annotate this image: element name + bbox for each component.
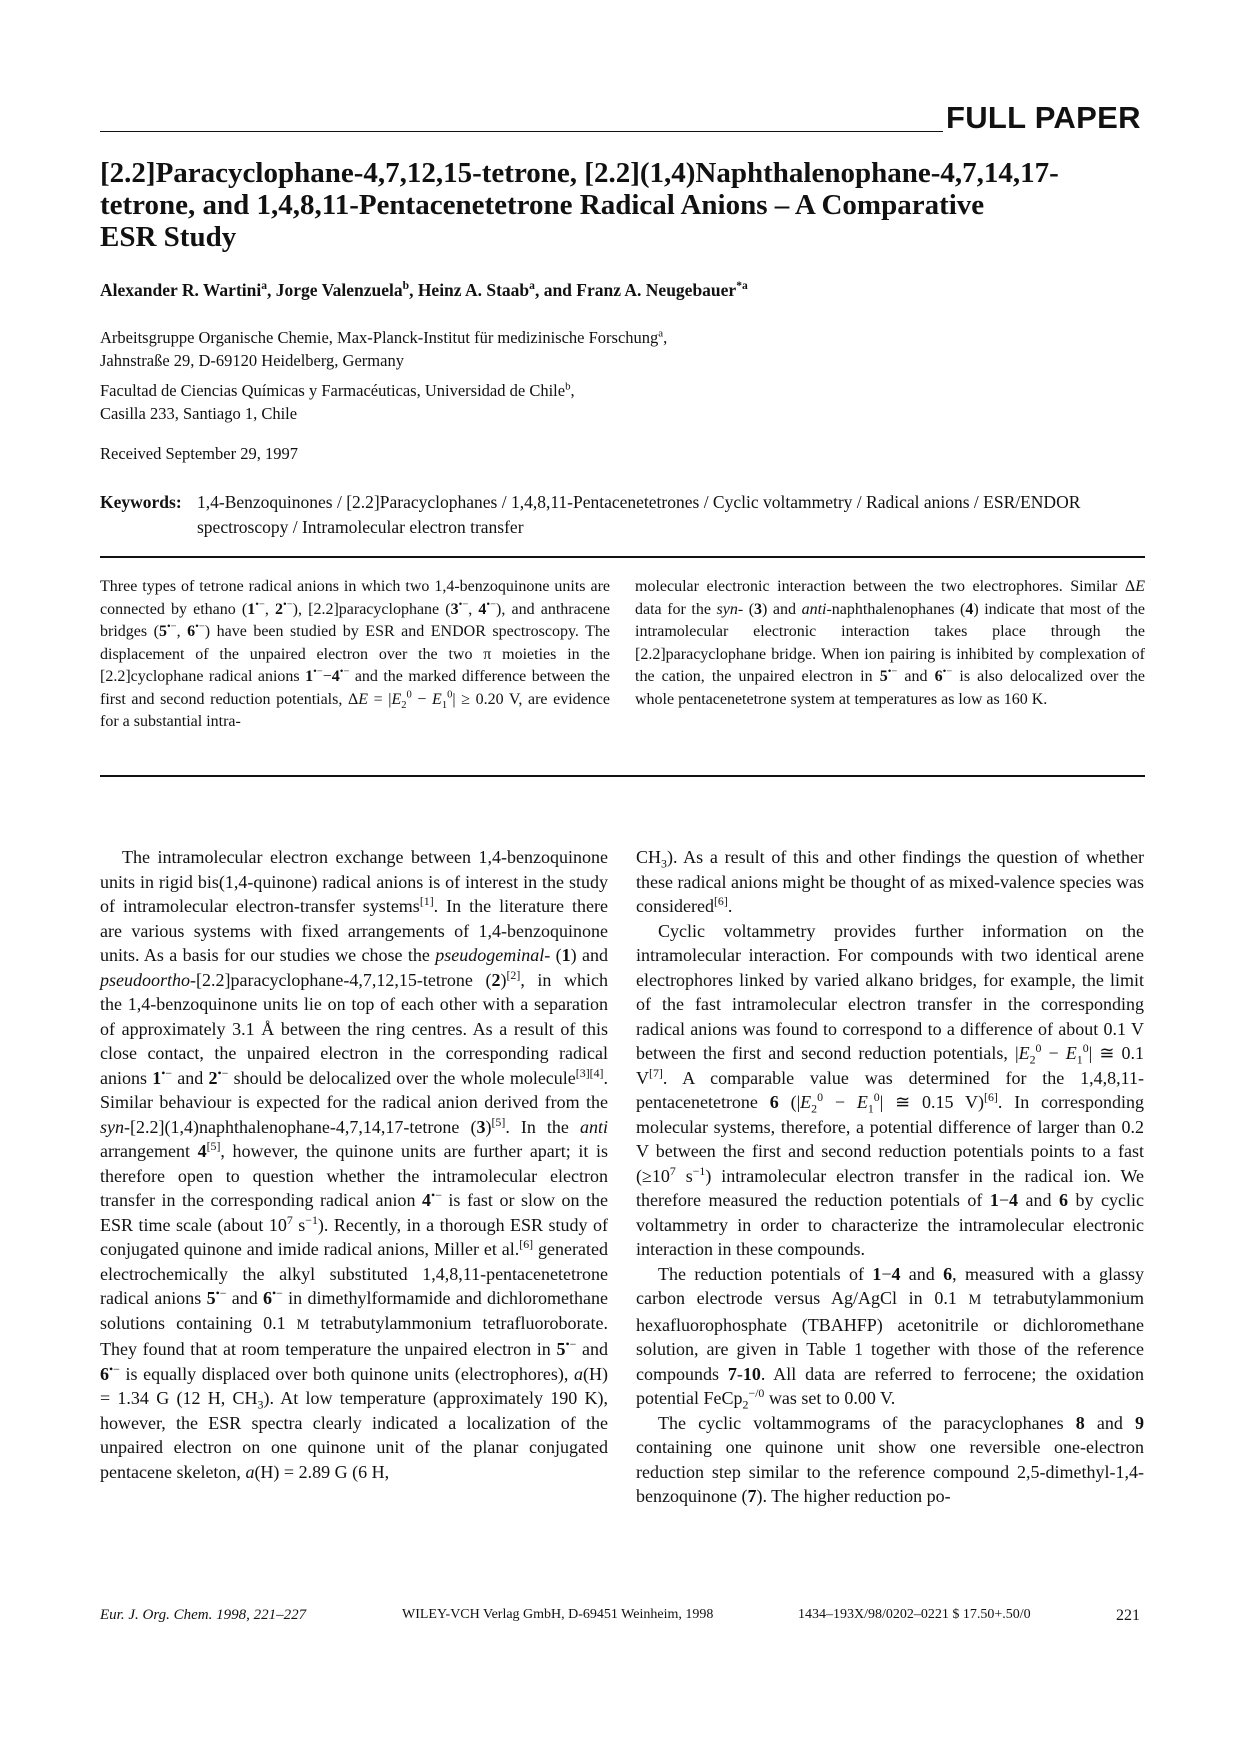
abstract-rule-top: [100, 556, 1145, 558]
abstract-left: Three types of tetrone radical anions in which two 1,4-benzoquinone units are connected by ethano (1•−, 2•−), [2.2]paracyclophane (3•−, 4•−), and anthracene bridges (5•−, 6•−) have been studied by ESR and ENDOR spectroscopy. The displacement of the unpaired electron over the two π moieties in the [2.2]cyclophane radical anions 1•−−4•− and the marked difference between the first and second reduction potentials, $\Delta E = |E_2^0 - E_1^0| \ge 0.20$ V, are evidence for a substantial intra-: [100, 578, 611, 730]
paragraph: The reduction potentials of 1−4 and 6, measured with a glassy carbon electrode versus Ag/AgCl in 0.1 M tetrabutylammonium hexafluorophosphate (TBAHFP) acetonitrile or dichloromethane solution, are given in Table 1 together with those of the reference compounds 7-10. All data are referred to ferrocene; the oxidation potential FeCp$_2^{-/0}$ was set to 0.00 V.: [636, 1263, 1145, 1412]
page-number: 221: [1116, 1607, 1140, 1624]
author: Heinz A. Staab: [417, 280, 530, 300]
author-list: Alexander R. Wartini$^a$, Jorge Valenzuela$^b$, Heinz A. Staab$^a$, and Franz A. Neugebauer$^{*a}$: [100, 280, 748, 300]
article-title: [100, 157, 1140, 253]
keywords-label: Keywords:: [100, 492, 182, 512]
abstract-right: molecular electronic interaction between the two electrophores. Similar ΔE data for the syn- (3) and anti-naphthalenophanes (4) indicate that most of the intramolecular electronic interaction takes place through the [2.2]paracyclophane bridge. When ion pairing is inhibited by complexation of the cation, the unpaired electron in 5•− and 6•− is also delocalized over the whole pentacenetetrone system at temperatures as low as 160 K.: [635, 578, 1146, 708]
paragraph: The intramolecular electron exchange between 1,4-benzoquinone units in rigid bis(1,4-quinone) radical anions is of interest in the study of intramolecular electron-transfer systems[1]. In the literature there are various systems with fixed arrangements of 1,4-benzoquinone units. As a basis for our studies we chose the pseudogeminal- (1) and pseudoortho-[2.2]paracyclophane-4,7,12,15-tetrone (2)[2], in which the 1,4-benzoquinone units lie on top of each other with a separation of approximately 3.1 Å between the ring centres. As a result of this close contact, the unpaired electron in the corresponding radical anions 1•− and 2•− should be delocalized over the whole molecule[3][4]. Similar behaviour is expected for the radical anion derived from the syn-[2.2](1,4)naphthalenophane-4,7,14,17-tetrone (3)[5]. In the anti arrangement 4[5], however, the quinone units are further apart; it is therefore open to question whether the intramolecular electron transfer in the corresponding radical anion 4•− is fast or slow on the ESR time scale (about $10^7$ $s^{-1}$). Recently, in a thorough ESR study of conjugated quinone and imide radical anions, Miller et al.[6] generated electrochemically the alkyl substituted 1,4,8,11-pentacenetetrone radical anions 5•− and 6•− in dimethylformamide and dichloromethane solutions containing 0.1 M tetrabutylammonium tetrafluoroborate. They found that at room temperature the unpaired electron in 5•− and 6•− is equally displaced over both quinone units (electrophores), a(H) = 1.34 G (12 H, $CH_3$). At low temperature (approximately 190 K), however, the ESR spectra clearly indicated a localization of the unpaired electron on one quinone unit of the planar conjugated pentacene skeleton, a(H) = 2.89 G (6 H,: [100, 847, 609, 1482]
received-date: Received September 29, 1997: [100, 444, 298, 463]
affiliation: Arbeitsgruppe Organische Chemie, Max-Planck-Institut für medizinische Forschung$^a$, Jahnstraße 29, D-69120 Heidelberg, Germany: [100, 327, 668, 370]
abstract-rule-bottom: [100, 775, 1145, 777]
paragraph: Cyclic voltammetry provides further information on the intramolecular interaction. For compounds with two identical arene electrophores linked by varied alkano bridges, for example, the limit of the fast intramolecular electron transfer in the corresponding radical anions was found to correspond to a difference of about 0.1 V between the first and second reduction potentials, $|E_2^0 - E_1^0|$ ≅ 0.1 V[7]. A comparable value was determined for the 1,4,8,11-pentacenetetrone 6 ($|E_2^0 - E_1^0|$ ≅ 0.15 V)[6]. In corresponding molecular systems, therefore, a potential difference of larger than 0.2 V between the first and second reduction potentials points to a fast ($\ge 10^7$ $s^{-1}$) intramolecular electron transfer in the radical ion. We therefore measured the reduction potentials of 1−4 and 6 by cyclic voltammetry in order to characterize the intramolecular electronic interaction in these compounds.: [636, 920, 1145, 1259]
title-line: ESR Study: [100, 221, 237, 253]
paragraph: $CH_3$). As a result of this and other findings the question of whether these radical anions might be thought of as mixed-valence species was considered[6].: [636, 847, 1144, 916]
affiliation: Facultad de Ciencias Químicas y Farmacéuticas, Universidad de Chile$^b$, Casilla 233, Santiago 1, Chile: [100, 380, 575, 423]
author: Franz A. Neugebauer: [576, 280, 737, 300]
footer-publisher: WILEY-VCH Verlag GmbH, D-69451 Weinheim, 1998: [402, 1607, 714, 1622]
author: Alexander R. Wartini: [100, 280, 262, 300]
keywords-text: 1,4-Benzoquinones / [2.2]Paracyclophanes / 1,4,8,11-Pentacenetetrones / Cyclic voltammetry / Radical anions / ESR/ENDOR spectroscopy / Intramolecular electron transfer: [197, 492, 1081, 537]
section-label: FULL PAPER: [946, 100, 1141, 135]
body-column-right: [636, 845, 1144, 1509]
footer-issn: 1434–193X/98/0202–0221 $ 17.50+.50/0: [798, 1607, 1031, 1622]
header-rule: [100, 131, 943, 132]
title-line: tetrone, and 1,4,8,11-Pentacenetetrone Radical Anions – A Comparative: [100, 189, 985, 221]
author: Jorge Valenzuela: [275, 280, 403, 300]
paragraph: The cyclic voltammograms of the paracyclophanes 8 and 9 containing one quinone unit show one reversible one-electron reduction step similar to the reference compound 2,5-dimethyl-1,4-benzoquinone (7). The higher reduction po-: [636, 1412, 1144, 1506]
keywords: [100, 490, 1145, 540]
footer-journal: Eur. J. Org. Chem. 1998, 221–227: [100, 1607, 307, 1623]
title-line: [2.2]Paracyclophane-4,7,12,15-tetrone, [2.2](1,4)Naphthalenophane-4,7,14,17-: [100, 157, 1059, 189]
body-column-left: [100, 845, 608, 1484]
